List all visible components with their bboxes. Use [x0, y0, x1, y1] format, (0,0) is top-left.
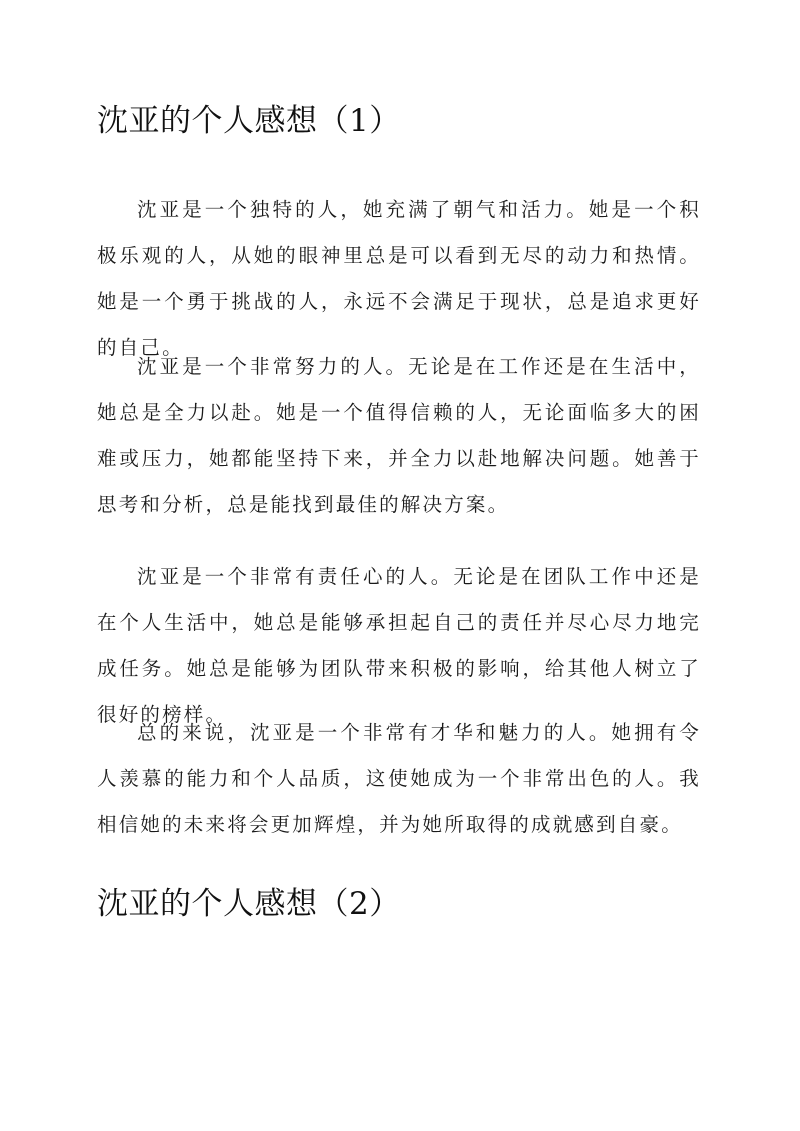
paragraph-4: 总的来说，沈亚是一个非常有才华和魅力的人。她拥有令人羡慕的能力和个人品质，这使她成为一个非常出色的人。我相信她的未来将会更加辉煌，并为她所取得的成就感到自豪。 — [97, 721, 701, 836]
section-heading-2: 沈亚的个人感想（2） — [97, 886, 401, 922]
paragraph-2: 沈亚是一个非常努力的人。无论是在工作还是在生活中，她总是全力以赴。她是一个值得信赖的人，无论面临多大的困难或压力，她都能坚持下来，并全力以赴地解决问题。她善于思考和分析，总是能找到最佳的解决方案。 — [97, 355, 701, 516]
section-heading-1: 沈亚的个人感想（1） — [97, 103, 401, 139]
paragraph-3: 沈亚是一个非常有责任心的人。无论是在团队工作中还是在个人生活中，她总是能够承担起自己的责任并尽心尽力地完成任务。她总是能够为团队带来积极的影响，给其他人树立了很好的榜样。 — [97, 565, 701, 726]
paragraph-1: 沈亚是一个独特的人，她充满了朝气和活力。她是一个积极乐观的人，从她的眼神里总是可以看到无尽的动力和热情。她是一个勇于挑战的人，永远不会满足于现状，总是追求更好的自己。 — [97, 198, 701, 359]
